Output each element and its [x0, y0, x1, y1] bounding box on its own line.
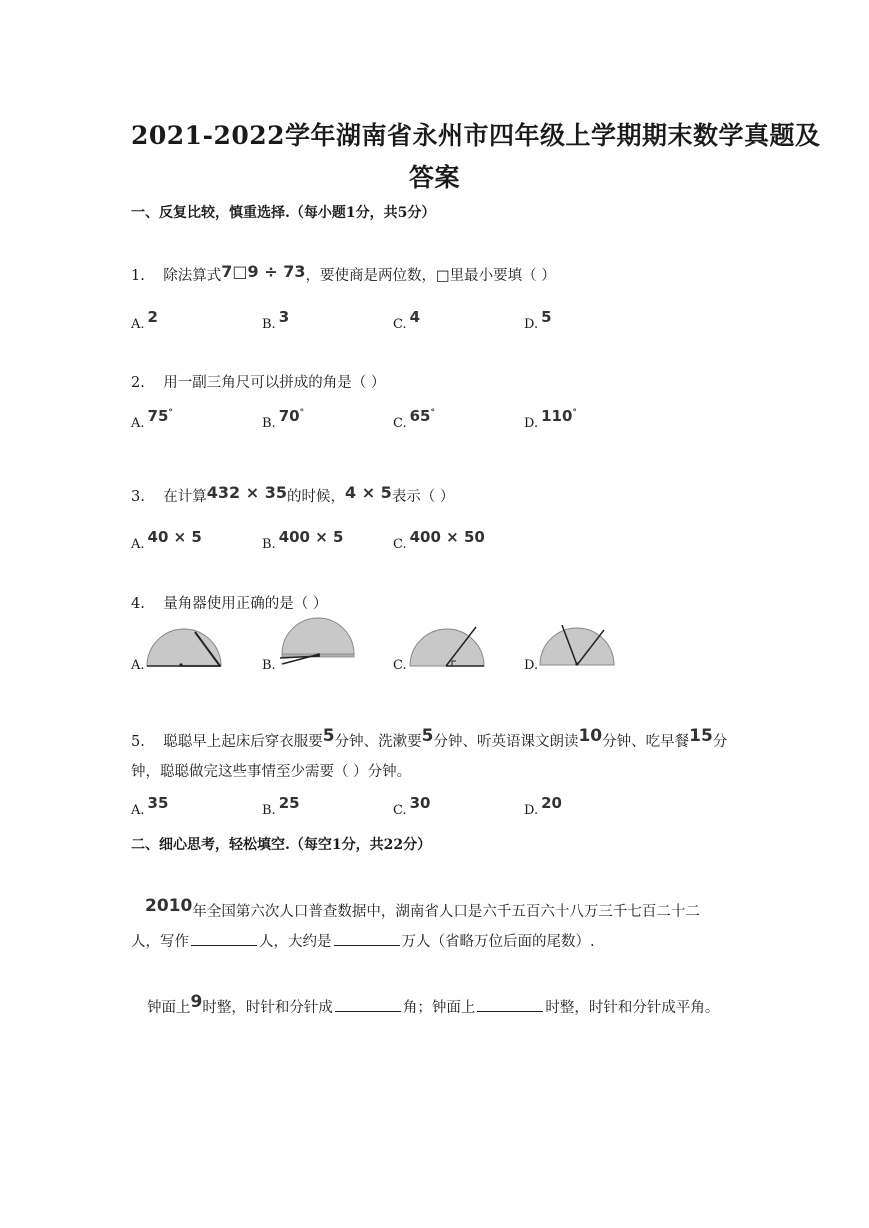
q5-option-c[interactable] [393, 794, 431, 818]
option-value: 20 [541, 794, 562, 812]
fill-question-1 [145, 896, 700, 921]
q3-option-a[interactable] [131, 528, 202, 552]
title-line-1: 2021-2022学年湖南省永州市四年级上学期期末数学真题及 [131, 121, 821, 150]
q2-option-c[interactable] [393, 407, 435, 431]
option-label: B. [262, 416, 276, 431]
protractor-a-image[interactable] [145, 628, 225, 672]
option-label: D. [524, 317, 539, 332]
question-text: 量角器使用正确的是（ ） [163, 596, 328, 612]
q5-option-a[interactable] [131, 794, 169, 818]
q1-option-d[interactable] [524, 308, 552, 332]
question-text: 用一副三角尺可以拼成的角是（ ） [163, 375, 386, 391]
option-value: 25 [278, 794, 300, 812]
option-label: C. [393, 803, 407, 818]
question-text: 表示（ ） [391, 489, 455, 505]
question-number: 4. [131, 596, 145, 612]
q3-option-b[interactable] [262, 528, 344, 552]
question-text: 角；钟面上 [402, 1000, 476, 1016]
protractor-b-image[interactable] [280, 620, 356, 670]
option-value: 3 [278, 308, 290, 326]
question-text: 年全国第六次人口普查数据中，湖南省人口是六千五百六十八万三千七百二十二 [192, 904, 700, 920]
q2-option-d[interactable] [524, 407, 577, 431]
question-text: 的时候， [287, 489, 345, 505]
title-line-2: 答案 [409, 163, 461, 192]
option-label: B. [262, 537, 276, 552]
question-3 [131, 485, 454, 506]
option-label: A. [131, 537, 145, 552]
question-text: ，要使商是两位数，□里最小要填（ ） [305, 268, 556, 284]
math-number: 2010 [145, 896, 193, 916]
q4-option-c-label[interactable]: C. [393, 658, 407, 673]
option-value: 400 × 50 [409, 528, 485, 546]
protractor-d-image[interactable] [538, 624, 618, 670]
question-text: 时整，时针和分针成 [202, 1000, 333, 1016]
q4-option-d-label[interactable]: D. [524, 658, 539, 673]
option-label: B. [262, 317, 276, 332]
answer-blank[interactable] [335, 999, 401, 1012]
q1-option-b[interactable] [262, 308, 290, 332]
option-value: 40 × 5 [147, 528, 202, 546]
question-number: 1. [131, 268, 145, 284]
math-number: 9 [190, 992, 203, 1012]
question-text: 万人（省略万位后面的尾数）. [401, 934, 595, 950]
option-value: 65° [409, 407, 435, 425]
option-label: D. [524, 416, 539, 431]
question-text: 在计算 [163, 489, 207, 505]
question-2 [131, 371, 385, 392]
fill-question-1-line-2 [131, 930, 595, 951]
option-value: 4 [409, 308, 421, 326]
question-5 [131, 726, 728, 751]
q1-option-c[interactable] [393, 308, 421, 332]
option-value: 70° [278, 407, 305, 425]
q3-option-c[interactable] [393, 528, 485, 552]
q1-option-a[interactable] [131, 308, 158, 332]
q2-option-b[interactable] [262, 407, 305, 431]
option-value: 75° [147, 407, 173, 425]
question-text: 分钟、吃早餐 [602, 734, 690, 750]
option-value: 110° [541, 407, 577, 425]
math-expression: 432 × 35 [206, 483, 287, 502]
option-label: C. [393, 416, 407, 431]
question-number: 3. [131, 489, 145, 505]
option-label: A. [131, 416, 145, 431]
question-text: 人，写作 [131, 934, 189, 950]
section-2-heading: 二、细心思考，轻松填空.（每空1分，共22分） [131, 837, 432, 853]
math-number: 5 [421, 726, 434, 746]
q5-option-b[interactable] [262, 794, 300, 818]
option-label: A. [131, 317, 145, 332]
option-label: C. [393, 317, 407, 332]
question-text: 聪聪早上起床后穿衣服要 [163, 734, 323, 750]
question-text: 钟面上 [147, 1000, 191, 1016]
q4-option-a-label[interactable]: A. [131, 658, 145, 673]
question-number: 5. [131, 734, 145, 750]
question-text: 分钟、听英语课文朗读 [433, 734, 579, 750]
question-text: 除法算式 [163, 268, 222, 284]
math-expression: 4 × 5 [345, 483, 392, 502]
math-number: 10 [578, 726, 603, 746]
question-text: 分 [712, 734, 728, 750]
math-number: 5 [322, 726, 335, 746]
option-value: 400 × 5 [278, 528, 344, 546]
question-4 [131, 592, 327, 613]
fill-question-2 [147, 992, 720, 1017]
question-text: 时整，时针和分针成平角。 [545, 1000, 720, 1016]
q5-option-d[interactable] [524, 794, 562, 818]
answer-blank[interactable] [477, 999, 543, 1012]
math-number: 15 [689, 726, 713, 746]
q4-option-b-label[interactable]: B. [262, 658, 276, 673]
option-value: 2 [147, 308, 158, 326]
question-1 [131, 264, 556, 285]
option-value: 30 [409, 794, 431, 812]
question-5-line-2: 钟，聪聪做完这些事情至少需要（ ）分钟。 [131, 764, 412, 780]
math-expression: 7□9 ÷ 73 [221, 262, 306, 281]
option-value: 5 [541, 308, 552, 326]
answer-blank[interactable] [334, 933, 400, 946]
question-text: 人，大约是 [259, 934, 332, 950]
option-label: B. [262, 803, 276, 818]
option-label: D. [524, 803, 539, 818]
protractor-c-image[interactable] [408, 626, 488, 672]
option-value: 35 [147, 794, 169, 812]
option-label: C. [393, 537, 407, 552]
question-number: 2. [131, 375, 145, 391]
option-label: A. [131, 803, 145, 818]
answer-blank[interactable] [191, 933, 257, 946]
q2-option-a[interactable] [131, 407, 173, 431]
question-text: 分钟、洗漱要 [334, 734, 422, 750]
section-1-heading: 一、反复比较，慎重选择.（每小题1分，共5分） [131, 205, 436, 221]
